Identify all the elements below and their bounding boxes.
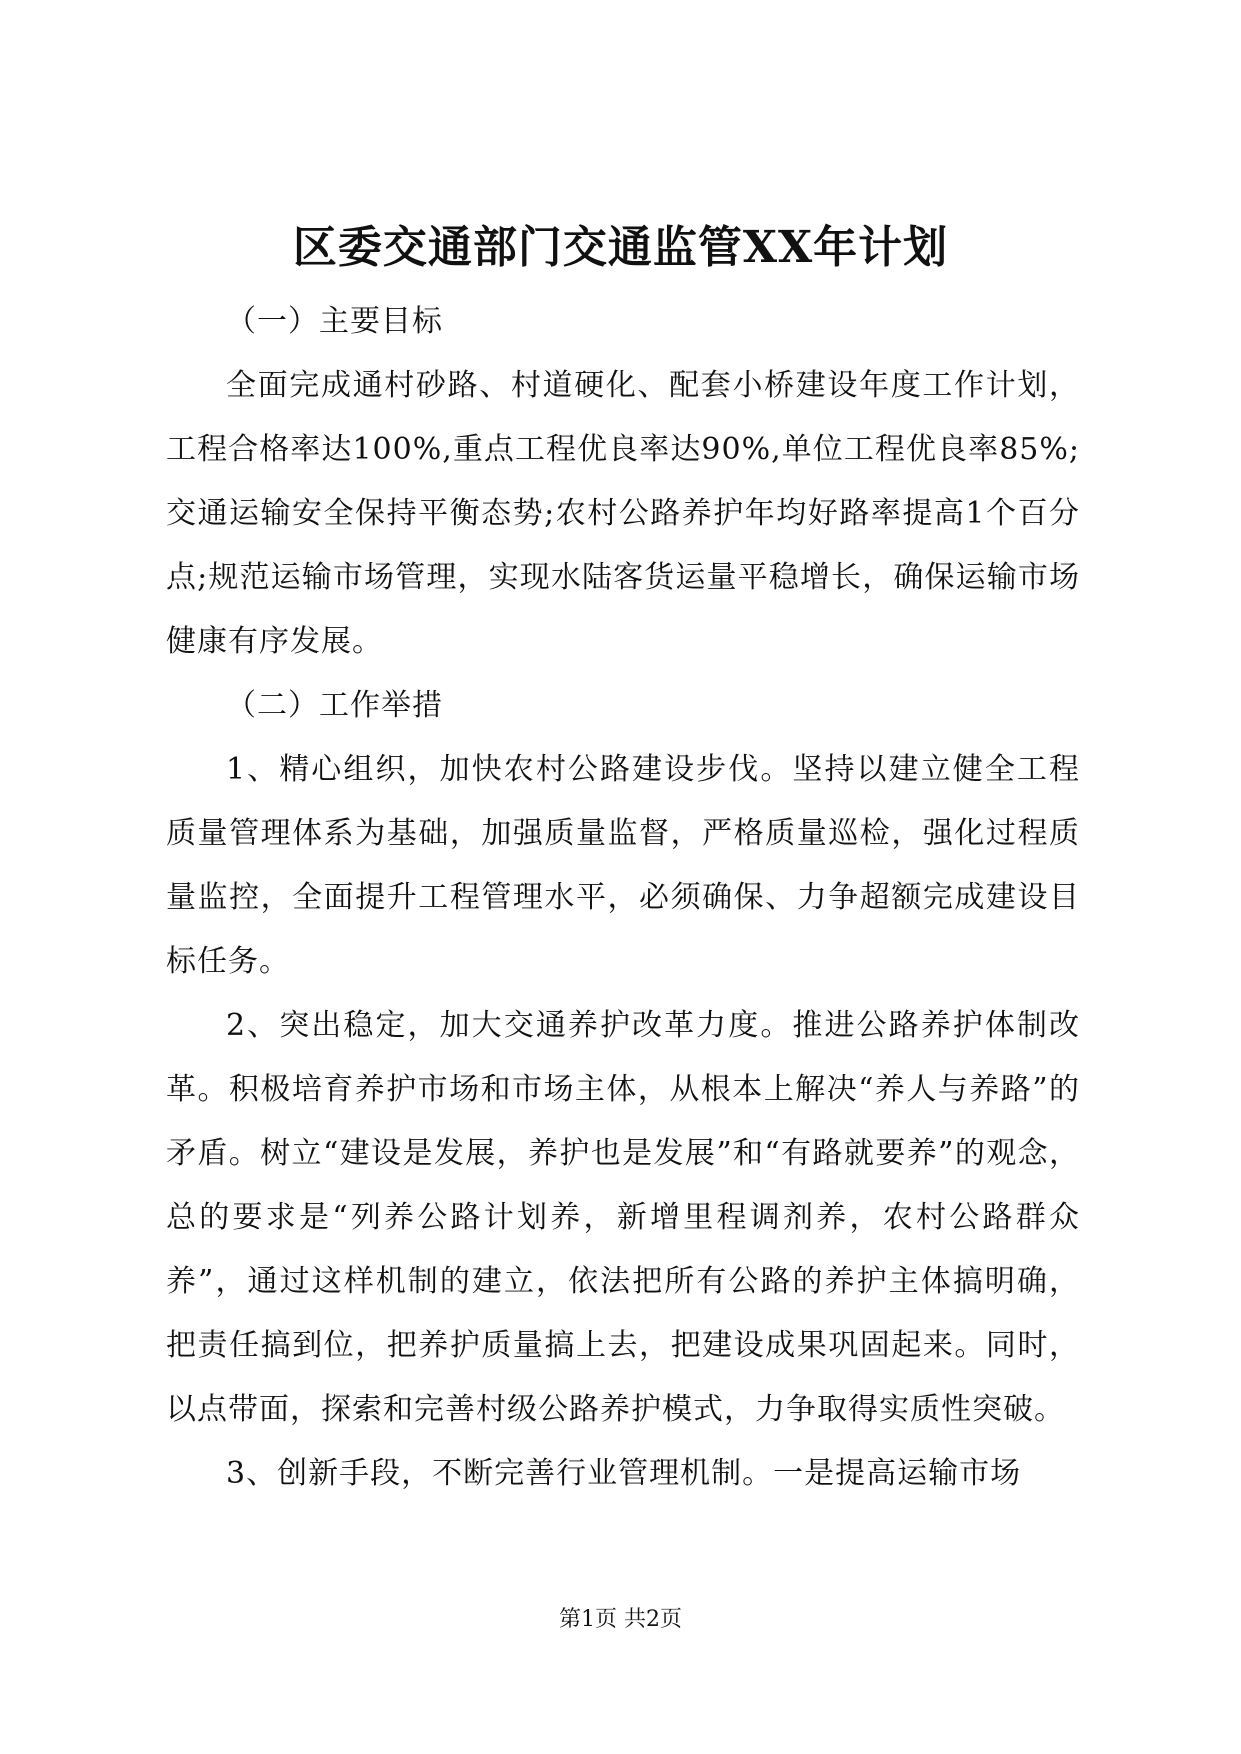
paragraph-main-goals: 全面完成通村砂路、村道硬化、配套小桥建设年度工作计划，工程合格率达100%,重点工程优良率达90%,单位工程优良率85%;交通运输安全保持平衡态势;农村公路养护年均好路率提高1个百分点;规范运输市场管理，实现水陆客货运量平稳增长，确保运输市场健康有序发展。 xyxy=(166,368,1080,659)
document-body xyxy=(166,290,1080,1506)
paragraph-measure-1: 1、精心组织，加快农村公路建设步伐。坚持以建立健全工程质量管理体系为基础，加强质量监督，严格质量巡检，强化过程质量监控，全面提升工程管理水平，必须确保、力争超额完成建设目标任务。 xyxy=(166,752,1080,979)
section-heading-work-measures: （二）工作举措 xyxy=(226,688,443,723)
paragraph-measure-3: 3、创新手段，不断完善行业管理机制。一是提高运输市场 xyxy=(226,1456,1022,1491)
page-footer: 第1页 共2页 xyxy=(559,1607,682,1632)
document-title: 区委交通部门交通监管XX年计划 xyxy=(292,222,949,273)
paragraph-measure-2: 2、突出稳定，加大交通养护改革力度。推进公路养护体制改革。积极培育养护市场和市场主体，从根本上解决“养人与养路”的矛盾。树立“建设是发展，养护也是发展”和“有路就要养”的观念，总的要求是“列养公路计划养，新增里程调剂养，农村公路群众养”，通过这样机制的建立，依法把所有公路的养护主体搞明确，把责任搞到位，把养护质量搞上去，把建设成果巩固起来。同时，以点带面，探索和完善村级公路养护模式，力争取得实质性突破。 xyxy=(166,1008,1080,1427)
section-heading-main-goals: （一）主要目标 xyxy=(226,304,443,339)
